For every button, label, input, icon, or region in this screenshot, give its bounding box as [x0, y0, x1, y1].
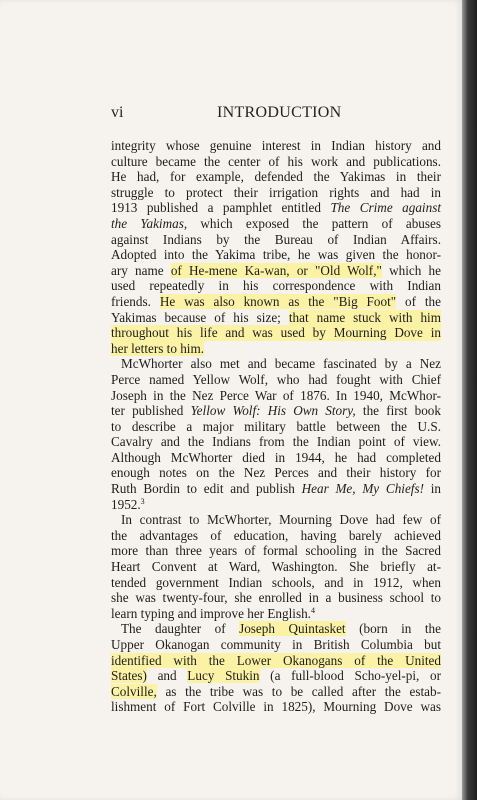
highlight: her letters to him. — [111, 340, 205, 356]
text-line: Colville, as the tribe was to be called after the estab- — [111, 683, 441, 699]
text-line: to describe a major military battle between the U.S. — [111, 418, 441, 434]
highlight: of He-mene Ka-wan, or "Old Wolf," — [170, 262, 382, 278]
text-line: He had, for example, defended the Yakimas in their — [111, 169, 441, 185]
text-line: Ruth Bordin to edit and publish Hear Me, My Chiefs! in — [111, 481, 441, 497]
text-line: enough notes on the Nez Perces and their history for — [111, 465, 441, 481]
book-title: the Yakimas, — [111, 215, 188, 231]
text-line: learn typing and improve her English.$^4$ — [111, 605, 315, 621]
text-line: McWhorter also met and became fascinated by a Nez — [121, 356, 441, 372]
text-line: States) and Lucy Stukin (a full-blood Scho-yel-pi, or — [111, 668, 441, 684]
text-line: lishment of Fort Colville in 1825), Mourning Dove was — [111, 699, 441, 715]
body-text — [111, 138, 441, 715]
text-line: Perce named Yellow Wolf, who had fought with Chief — [111, 371, 441, 387]
text-line: The daughter of Joseph Quintasket (born in the — [121, 621, 441, 637]
book-title: The Crime against — [330, 200, 441, 216]
text-line: the advantages of education, having barely achieved — [111, 527, 441, 543]
footnote-ref: 4 — [310, 605, 315, 615]
page-edge — [462, 0, 477, 800]
text-line: more than three years of formal schooling in the Sacred — [111, 543, 441, 559]
text-line — [111, 341, 441, 357]
text-line: Upper Okanogan community in British Columbia but — [111, 637, 441, 652]
highlight: He was also known as the "Big Foot" — [159, 293, 397, 309]
text-line: Although McWhorter died in 1944, he had completed — [111, 449, 441, 465]
text-line: ter published Yellow Wolf: His Own Story, the first book — [111, 403, 441, 419]
text-line: In contrast to McWhorter, Mourning Dove had few of — [121, 512, 441, 528]
text-line: Adopted into the Yakima tribe, he was given the honor- — [111, 247, 441, 263]
text-line: Cavalry and the Indians from the Indian point of view. — [111, 434, 441, 450]
text-line: culture became the center of his work and publications. — [111, 153, 441, 169]
book-title: Hear Me, My Chiefs! — [301, 481, 424, 497]
text-line: Yakimas because of his size; that name stuck with him — [111, 309, 441, 325]
text-line: 1913 published a pamphlet entitled The Crime against — [111, 200, 441, 216]
highlight: Lucy Stukin — [187, 668, 260, 684]
highlight: Colville, — [111, 683, 157, 699]
book-title: Yellow Wolf: His Own Story, — [190, 403, 356, 419]
text-line: against Indians by the Bureau of Indian Affairs. — [111, 231, 441, 247]
footnote-ref: 3 — [140, 496, 145, 506]
highlight-line: identified with the Lower Okanogans of the United — [111, 652, 441, 668]
highlight-line: throughout his life and was used by Mourning Dove in — [111, 325, 441, 341]
text-line: Heart Convent at Ward, Washington. She briefly at- — [111, 559, 441, 575]
text-line: used repeatedly in his correspondence with Indian — [111, 278, 441, 294]
page-number: vi — [111, 104, 124, 121]
highlight: States) — [111, 668, 147, 684]
text-line: 1952.$^3$ — [111, 496, 145, 512]
text-line: friends. He was also known as the "Big Foot" of the — [111, 293, 441, 309]
text-line: Joseph in the Nez Perce War of 1876. In 1940, McWhor- — [111, 387, 441, 403]
text-line: integrity whose genuine interest in Indian history and — [111, 138, 441, 153]
text-line: the Yakimas, which exposed the pattern of abuses — [111, 215, 442, 231]
text-line: tended government Indian schools, and in 1912, when — [111, 574, 441, 590]
page-header — [111, 104, 441, 128]
text-line: struggle to protect their irrigation rights and had in — [111, 184, 441, 200]
highlight: Joseph Quintasket — [239, 621, 346, 637]
highlight: that name stuck with him — [288, 309, 441, 325]
running-head: INTRODUCTION — [217, 104, 342, 121]
text-line: ary name of He-mene Ka-wan, or "Old Wolf," which he — [111, 262, 441, 278]
text-line: she was twenty-four, she enrolled in a business school to — [111, 590, 441, 606]
